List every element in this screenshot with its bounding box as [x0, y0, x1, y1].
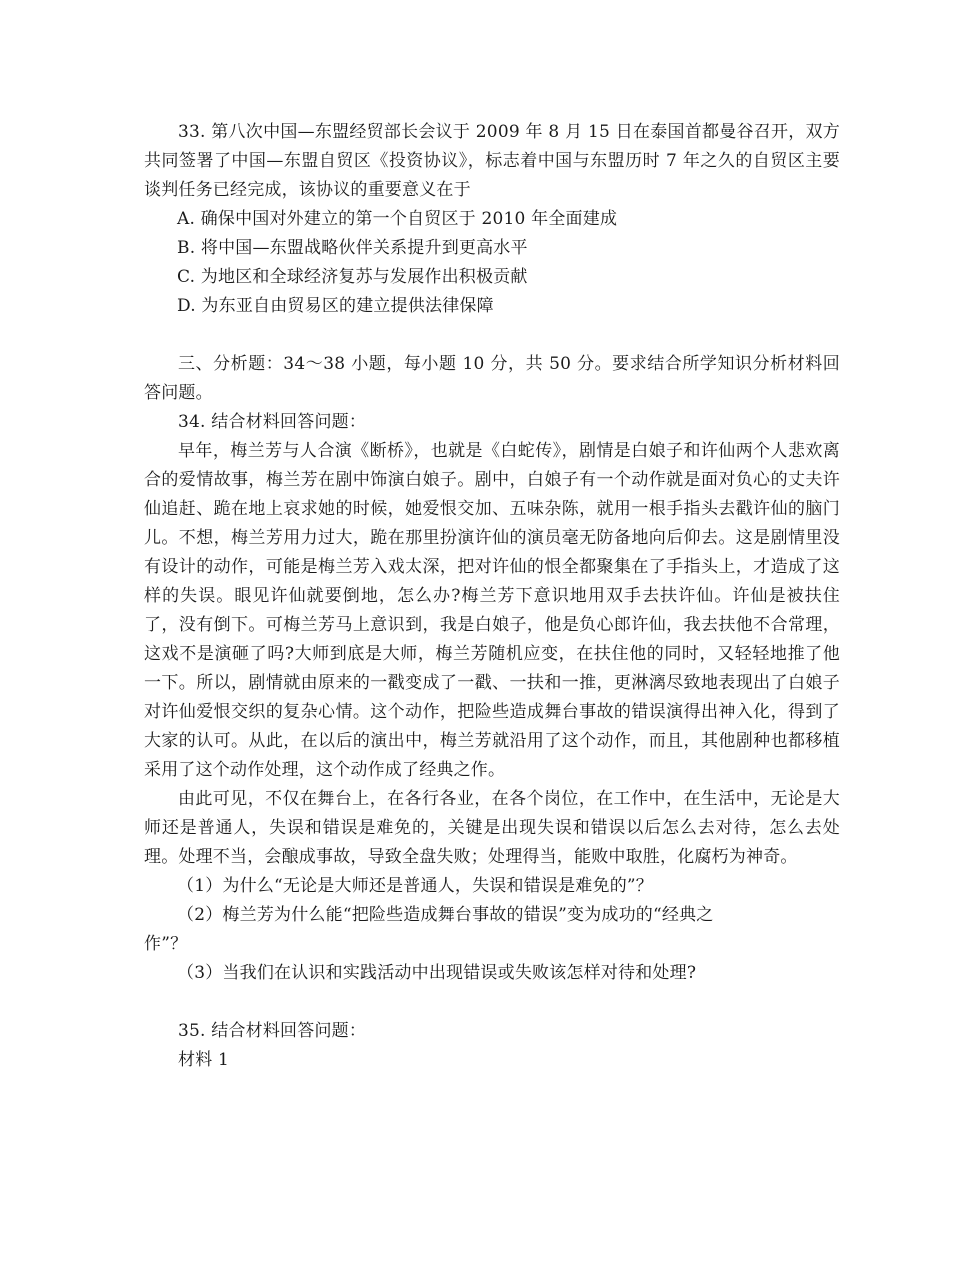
section-spacer-2 [144, 988, 840, 1017]
q34-sub-question-1: （1）为什么“无论是大师还是普通人，失误和错误是难免的”？ [177, 876, 653, 896]
q34-material-paragraph-1: 早年，梅兰芳与人合演《断桥》，也就是《白蛇传》，剧情是白娘子和许仙两个人悲欢离合的爱情故事，梅兰芳在剧中饰演白娘子。剧中，白娘子有一个动作就是面对负心的丈夫许仙追赶、跪在地上哀求她的时候，她爱恨交加、五味杂陈，就用一根手指头去戳许仙的脑门儿。不想，梅兰芳用力过大，跪在那里扮演许仙的演员毫无防备地向后仰去。这是剧情里没有设计的动作，可能是梅兰芳入戏太深，把对许仙的恨全都聚集在了手指头上，才造成了这样的失误。眼见许仙就要倒地，怎么办?梅兰芳下意识地用双手去扶许仙。许仙是被扶住了，没有倒下。可梅兰芳马上意识到，我是白娘子，他是负心郎许仙，我去扶他不合常理，这戏不是演砸了吗?大师到底是大师，梅兰芳随机应变，在扶住他的同时，又轻轻地推了他一下。所以，剧情就由原来的一戳变成了一戳、一扶和一推，更淋漓尽致地表现出了白娘子对许仙爱恨交织的复杂心情。这个动作，把险些造成舞台事故的错误演得出神入化，得到了大家的认可。从此，在以后的演出中，梅兰芳就沿用了这个动作，而且，其他剧种也都移植采用了这个动作处理，这个动作成了经典之作。 [144, 441, 840, 780]
q33-option-d: D. 为东亚自由贸易区的建立提供法律保障 [177, 296, 494, 316]
q34-title: 34. 结合材料回答问题： [178, 412, 367, 432]
section-spacer [144, 321, 840, 350]
q34-sub-question-2: （2）梅兰芳为什么能“把险些造成舞台事故的错误”变为成功的“经典之 [177, 905, 714, 925]
q33-stem: 33. 第八次中国—东盟经贸部长会议于 2009 年 8 月 15 日在泰国首都曼谷召开，双方共同签署了中国—东盟自贸区《投资协议》，标志着中国与东盟历时 7 年之久的自贸区主要谈判任务已经完成，该协议的重要意义在于 [144, 122, 840, 200]
document-body [144, 118, 840, 1075]
q33-option-b: B. 将中国—东盟战略伙伴关系提升到更高水平 [177, 238, 528, 258]
q35-material-label: 材料 1 [178, 1050, 230, 1070]
q34-material-paragraph-2: 由此可见，不仅在舞台上，在各行各业，在各个岗位，在工作中，在生活中，无论是大师还是普通人，失误和错误是难免的，关键是出现失误和错误以后怎么去对待，怎么去处理。处理不当，会酿成事故，导致全盘失败；处理得当，能败中取胜，化腐朽为神奇。 [144, 789, 840, 867]
q34-sub-question-3: （3）当我们在认识和实践活动中出现错误或失败该怎样对待和处理? [177, 963, 697, 983]
q33-option-a: A. 确保中国对外建立的第一个自贸区于 2010 年全面建成 [177, 209, 618, 229]
section3-heading: 三、分析题：34～38 小题，每小题 10 分，共 50 分。要求结合所学知识分析材料回答问题。 [144, 354, 840, 403]
q35-title: 35. 结合材料回答问题： [178, 1021, 367, 1041]
q33-option-c: C. 为地区和全球经济复苏与发展作出积极贡献 [177, 267, 528, 287]
q34-sub-question-2-continued: 作”？ [144, 934, 188, 954]
